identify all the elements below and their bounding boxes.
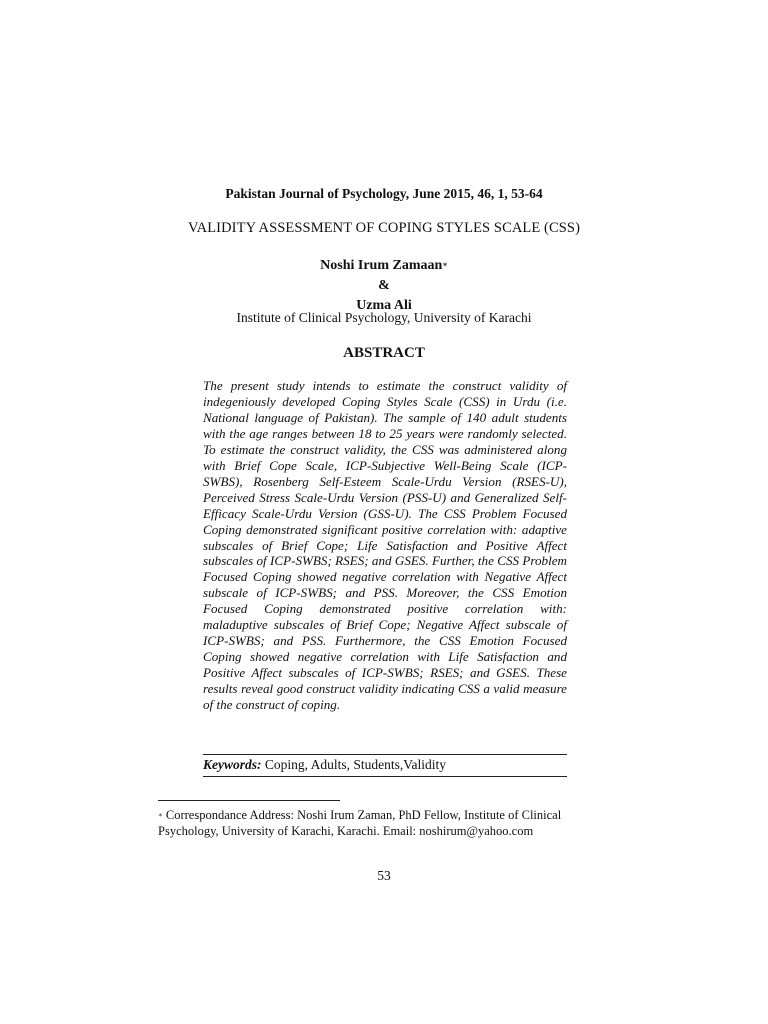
footnote-separator bbox=[158, 800, 340, 801]
author-first-name: Noshi Irum Zamaan bbox=[320, 258, 443, 273]
author-affiliation: Institute of Clinical Psychology, University of Karachi bbox=[236, 310, 532, 325]
footnote-marker: ∗ bbox=[158, 811, 163, 819]
keywords-top-rule bbox=[203, 754, 567, 755]
author-separator: & bbox=[378, 278, 390, 293]
abstract-heading: ABSTRACT bbox=[343, 345, 425, 361]
keywords-label: Keywords: bbox=[203, 757, 262, 772]
page-number: 53 bbox=[377, 868, 391, 883]
paper-title: VALIDITY ASSESSMENT OF COPING STYLES SCALE (CSS) bbox=[187, 220, 581, 236]
author-footnote-marker: ∗ bbox=[442, 260, 448, 269]
journal-citation: Pakistan Journal of Psychology, June 2015, 46, 1, 53-64 bbox=[225, 186, 543, 201]
abstract-text: The present study intends to estimate the construct validity of indegeniously developed Coping Styles Scale (CSS) in Urdu (i.e. National language of Pakistan). The sample of 140 adult students with the age ranges between 18 to 25 years were randomly selected. To estimate the construct validity, the CSS was administered along with Brief Cope Scale, ICP-Subjective Well-Being Scale (ICP-SWBS), Rosenberg Self-Esteem Scale-Urdu Version (RSES-U), Perceived Stress Scale-Urdu Version (PSS-U) and Generalized Self-Efficacy Scale-Urdu Version (GSS-U). The CSS Problem Focused Coping demonstrated significant positive correlation with: adaptive subscales of Brief Cope; Life Satisfaction and Positive Affect subscales of ICP-SWBS; RSES; and GSES. Further, the CSS Problem Focused Coping showed negative correlation with Negative Affect subscale of ICP-SWBS; and PSS. Moreover, the CSS Emotion Focused Coping demonstrated positive correlation with: maladuptive subscales of Brief Cope; Negative Affect subscale of ICP-SWBS; and PSS. Furthermore, the CSS Emotion Focused Coping showed negative correlation with Life Satisfaction and Positive Affect subscales of ICP-SWBS; RSES; and GSES. These results reveal good construct validity indicating CSS a valid measure of the construct of coping. bbox=[203, 378, 567, 713]
author-block bbox=[0, 256, 768, 316]
keywords-bottom-rule bbox=[203, 776, 567, 777]
keywords-line bbox=[203, 757, 567, 773]
keywords-value: Coping, Adults, Students,Validity bbox=[261, 757, 447, 772]
footnote-text: Correspondance Address: Noshi Irum Zaman, PhD Fellow, Institute of Clinical Psychology, University of Karachi, Karachi. Email: noshirum@yahoo.com bbox=[158, 808, 562, 838]
correspondence-footnote bbox=[158, 807, 618, 839]
author-first bbox=[0, 256, 768, 276]
author-second: Uzma Ali bbox=[356, 298, 412, 313]
